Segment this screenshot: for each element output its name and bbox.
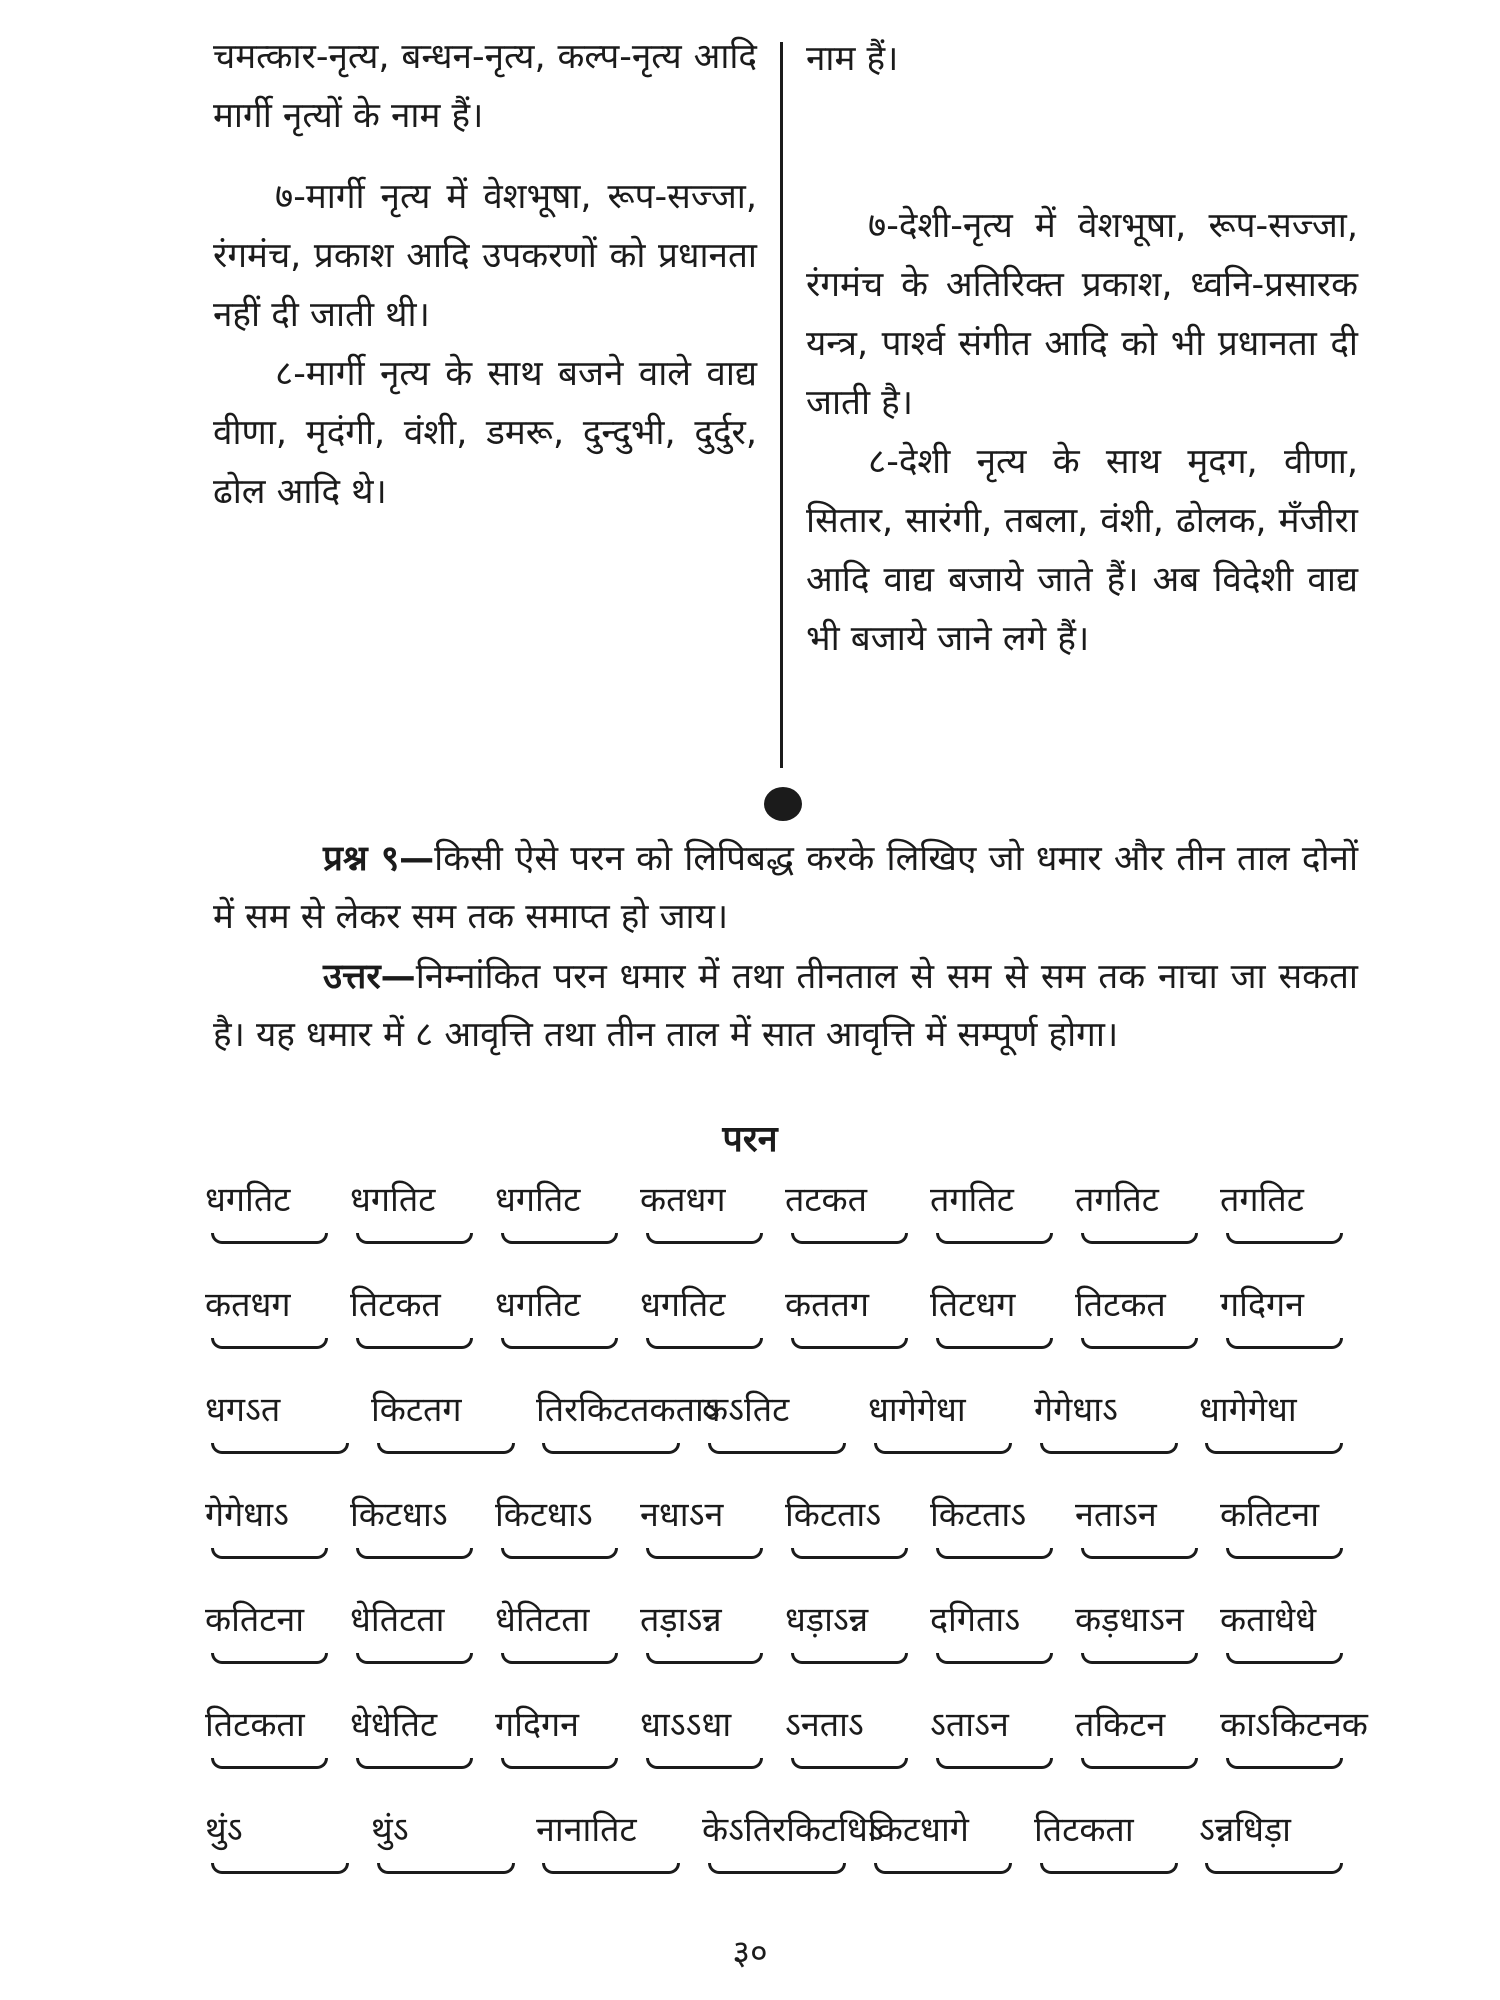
paran-bol: थुंऽ — [371, 1810, 409, 1850]
paran-bol: काऽकिटनक — [1220, 1705, 1368, 1745]
paran-bol: नानातिट — [536, 1810, 637, 1850]
paran-bol: किटधाऽ — [495, 1495, 593, 1535]
bol-underline-mark — [1226, 1653, 1343, 1664]
bol-underline-mark — [936, 1758, 1053, 1769]
paran-bol: कऽतिट — [702, 1390, 790, 1430]
paran-bol: धेधेतिट — [350, 1705, 438, 1745]
paran-bol: दगिताऽ — [930, 1600, 1021, 1640]
paran-bol: धगतिट — [495, 1180, 581, 1220]
answer-text: निम्नांकित परन धमार में तथा तीनताल से सम से सम तक नाचा जा सकता है। यह धमार में ८ आवृत्ति तथा तीन ताल में सात आवृत्ति में सम्पूर्ण होगा। — [213, 957, 1359, 1055]
bol-underline-mark — [936, 1233, 1053, 1244]
bol-underline-mark — [1081, 1233, 1198, 1244]
bol-underline-mark — [1226, 1548, 1343, 1559]
question-block — [213, 830, 1358, 946]
right-paragraph-2: ७-देशी-नृत्य में वेशभूषा, रूप-सज्जा, रंगमंच के अतिरिक्त प्रकाश, ध्वनि-प्रसारक यन्त्र, पार्श्व संगीत आदि को भी प्रधानता दी जाती है। — [806, 206, 1358, 423]
paran-bol: धड़ाऽन्न — [785, 1600, 869, 1640]
paran-bol: धागेगेधा — [868, 1390, 966, 1430]
bol-underline-mark — [646, 1653, 763, 1664]
bol-underline-mark — [646, 1758, 763, 1769]
paran-bol: कताधेधे — [1220, 1600, 1317, 1640]
bol-underline-mark — [791, 1758, 908, 1769]
paran-bol: कतधग — [640, 1180, 726, 1220]
bol-underline-mark — [501, 1548, 618, 1559]
paran-bol: किटधागे — [868, 1810, 969, 1850]
bol-underline-mark — [936, 1548, 1053, 1559]
bol-underline-mark — [356, 1548, 473, 1559]
paran-bol: कततग — [785, 1285, 870, 1325]
bol-underline-mark — [211, 1653, 328, 1664]
bol-underline-mark — [708, 1443, 846, 1454]
left-paragraph-2: ७-मार्गी नृत्य में वेशभूषा, रूप-सज्जा, रंगमंच, प्रकाश आदि उपकरणों को प्रधानता नहीं दी जाती थी। — [213, 177, 757, 335]
paran-title: परन — [722, 1119, 778, 1160]
paran-bol: धगतिट — [350, 1180, 436, 1220]
bol-underline-mark — [356, 1758, 473, 1769]
bol-underline-mark — [1081, 1548, 1198, 1559]
paran-row — [205, 1175, 1365, 1280]
bol-underline-mark — [356, 1653, 473, 1664]
paran-bol: तिटकत — [350, 1285, 441, 1325]
paran-bol: गदिगन — [495, 1705, 580, 1745]
paran-bol: किटताऽ — [785, 1495, 882, 1535]
paran-bol: तड़ाऽन्न — [640, 1600, 722, 1640]
paran-bol: किटतग — [371, 1390, 462, 1430]
paran-bol: ऽताऽन — [930, 1705, 1009, 1745]
bol-underline-mark — [1081, 1758, 1198, 1769]
paran-bol: धाऽऽधा — [640, 1705, 732, 1745]
bol-underline-mark — [1226, 1338, 1343, 1349]
paran-bol: धगऽत — [205, 1390, 281, 1430]
bol-underline-mark — [1205, 1443, 1343, 1454]
paran-bol: किटधाऽ — [350, 1495, 448, 1535]
question-label: प्रश्न ९— — [323, 839, 435, 879]
bol-underline-mark — [1081, 1653, 1198, 1664]
left-paragraph-3: ८-मार्गी नृत्य के साथ बजने वाले वाद्य वीणा, मृदंगी, वंशी, डमरू, दुन्दुभी, दुर्दुर, ढोल आदि थे। — [213, 354, 757, 512]
paran-bol: कतिटना — [1220, 1495, 1320, 1535]
paran-bol: तिटकता — [205, 1705, 305, 1745]
bol-underline-mark — [501, 1758, 618, 1769]
paran-bol: नधाऽन — [640, 1495, 724, 1535]
paran-bol: ऽनताऽ — [785, 1705, 864, 1745]
paran-bol: नताऽन — [1075, 1495, 1157, 1535]
paran-bol: कतिटना — [205, 1600, 305, 1640]
paran-bol: तिटधग — [930, 1285, 1016, 1325]
bol-underline-mark — [791, 1548, 908, 1559]
bol-underline-mark — [542, 1863, 680, 1874]
paran-bol: थुंऽ — [205, 1810, 243, 1850]
paran-bol: धगतिट — [205, 1180, 291, 1220]
paran-bol: धगतिट — [640, 1285, 726, 1325]
paran-row — [205, 1595, 1365, 1700]
bol-underline-mark — [874, 1443, 1012, 1454]
paran-row — [205, 1700, 1368, 1805]
bol-underline-mark — [501, 1338, 618, 1349]
paran-row — [205, 1385, 1365, 1490]
bol-underline-mark — [377, 1443, 515, 1454]
bol-underline-mark — [1226, 1233, 1343, 1244]
bol-underline-mark — [1040, 1443, 1178, 1454]
paran-bol: केऽतिरकिटधिऽ — [702, 1810, 884, 1850]
bol-underline-mark — [874, 1863, 1012, 1874]
bol-underline-mark — [708, 1863, 846, 1874]
bol-underline-mark — [211, 1338, 328, 1349]
bol-underline-mark — [211, 1443, 349, 1454]
paran-bol: धगतिट — [495, 1285, 581, 1325]
paran-bol: धेतिटता — [350, 1600, 445, 1640]
paran-bol: तटकत — [785, 1180, 868, 1220]
paran-bol: कतधग — [205, 1285, 291, 1325]
paran-bol: तगतिट — [1075, 1180, 1159, 1220]
bol-underline-mark — [211, 1863, 349, 1874]
paran-bol: कड़धाऽन — [1075, 1600, 1184, 1640]
paran-row — [205, 1490, 1365, 1595]
bol-underline-mark — [501, 1233, 618, 1244]
answer-label: उत्तर— — [323, 957, 416, 997]
bol-underline-mark — [646, 1338, 763, 1349]
bol-underline-mark — [356, 1338, 473, 1349]
bol-underline-mark — [211, 1758, 328, 1769]
bol-underline-mark — [211, 1233, 328, 1244]
paran-bol: तिटकता — [1034, 1810, 1134, 1850]
paran-row — [205, 1805, 1365, 1910]
paran-bol: धेतिटता — [495, 1600, 590, 1640]
paran-bol: किटताऽ — [930, 1495, 1027, 1535]
page-number: ३० — [732, 1933, 768, 1973]
bol-underline-mark — [377, 1863, 515, 1874]
column-divider — [780, 42, 783, 768]
paran-bol: ऽन्नधिड़ा — [1199, 1810, 1291, 1850]
left-column — [213, 28, 757, 522]
bol-underline-mark — [646, 1233, 763, 1244]
right-column — [806, 30, 1358, 669]
paran-bol: गदिगन — [1220, 1285, 1305, 1325]
bol-underline-mark — [1040, 1863, 1178, 1874]
bol-underline-mark — [936, 1653, 1053, 1664]
paran-bol: गेगेधाऽ — [205, 1495, 289, 1535]
paran-bol: धागेगेधा — [1199, 1390, 1297, 1430]
answer-block — [213, 948, 1358, 1064]
bol-underline-mark — [1226, 1758, 1343, 1769]
right-paragraph-1: नाम हैं। — [806, 39, 899, 79]
bol-underline-mark — [542, 1443, 680, 1454]
bol-underline-mark — [1081, 1338, 1198, 1349]
paran-bol: तिरकिटतकताऽ — [536, 1390, 720, 1430]
right-paragraph-3: ८-देशी नृत्य के साथ मृदग, वीणा, सितार, सारंगी, तबला, वंशी, ढोलक, मँजीरा आदि वाद्य बजाये जाते हैं। अब विदेशी वाद्य भी बजाये जाने लगे हैं। — [806, 442, 1358, 659]
paran-row — [205, 1280, 1365, 1385]
paran-bol: तगतिट — [1220, 1180, 1304, 1220]
paran-bol: तकिटन — [1075, 1705, 1166, 1745]
section-separator-dot — [764, 787, 802, 821]
paran-bol: तिटकत — [1075, 1285, 1166, 1325]
bol-underline-mark — [356, 1233, 473, 1244]
bol-underline-mark — [791, 1338, 908, 1349]
left-paragraph-1: चमत्कार-नृत्य, बन्धन-नृत्य, कल्प-नृत्य आदि मार्गी नृत्यों के नाम हैं। — [213, 37, 757, 136]
bol-underline-mark — [646, 1548, 763, 1559]
bol-underline-mark — [1205, 1863, 1343, 1874]
question-text: किसी ऐसे परन को लिपिबद्ध करके लिखिए जो धमार और तीन ताल दोनों में सम से लेकर सम तक समाप्त हो जाय। — [213, 839, 1359, 937]
bol-underline-mark — [791, 1653, 908, 1664]
bol-underline-mark — [791, 1233, 908, 1244]
bol-underline-mark — [501, 1653, 618, 1664]
paran-grid — [205, 1175, 1368, 1910]
paran-bol: तगतिट — [930, 1180, 1014, 1220]
paran-bol: गेगेधाऽ — [1034, 1390, 1118, 1430]
bol-underline-mark — [211, 1548, 328, 1559]
bol-underline-mark — [936, 1338, 1053, 1349]
